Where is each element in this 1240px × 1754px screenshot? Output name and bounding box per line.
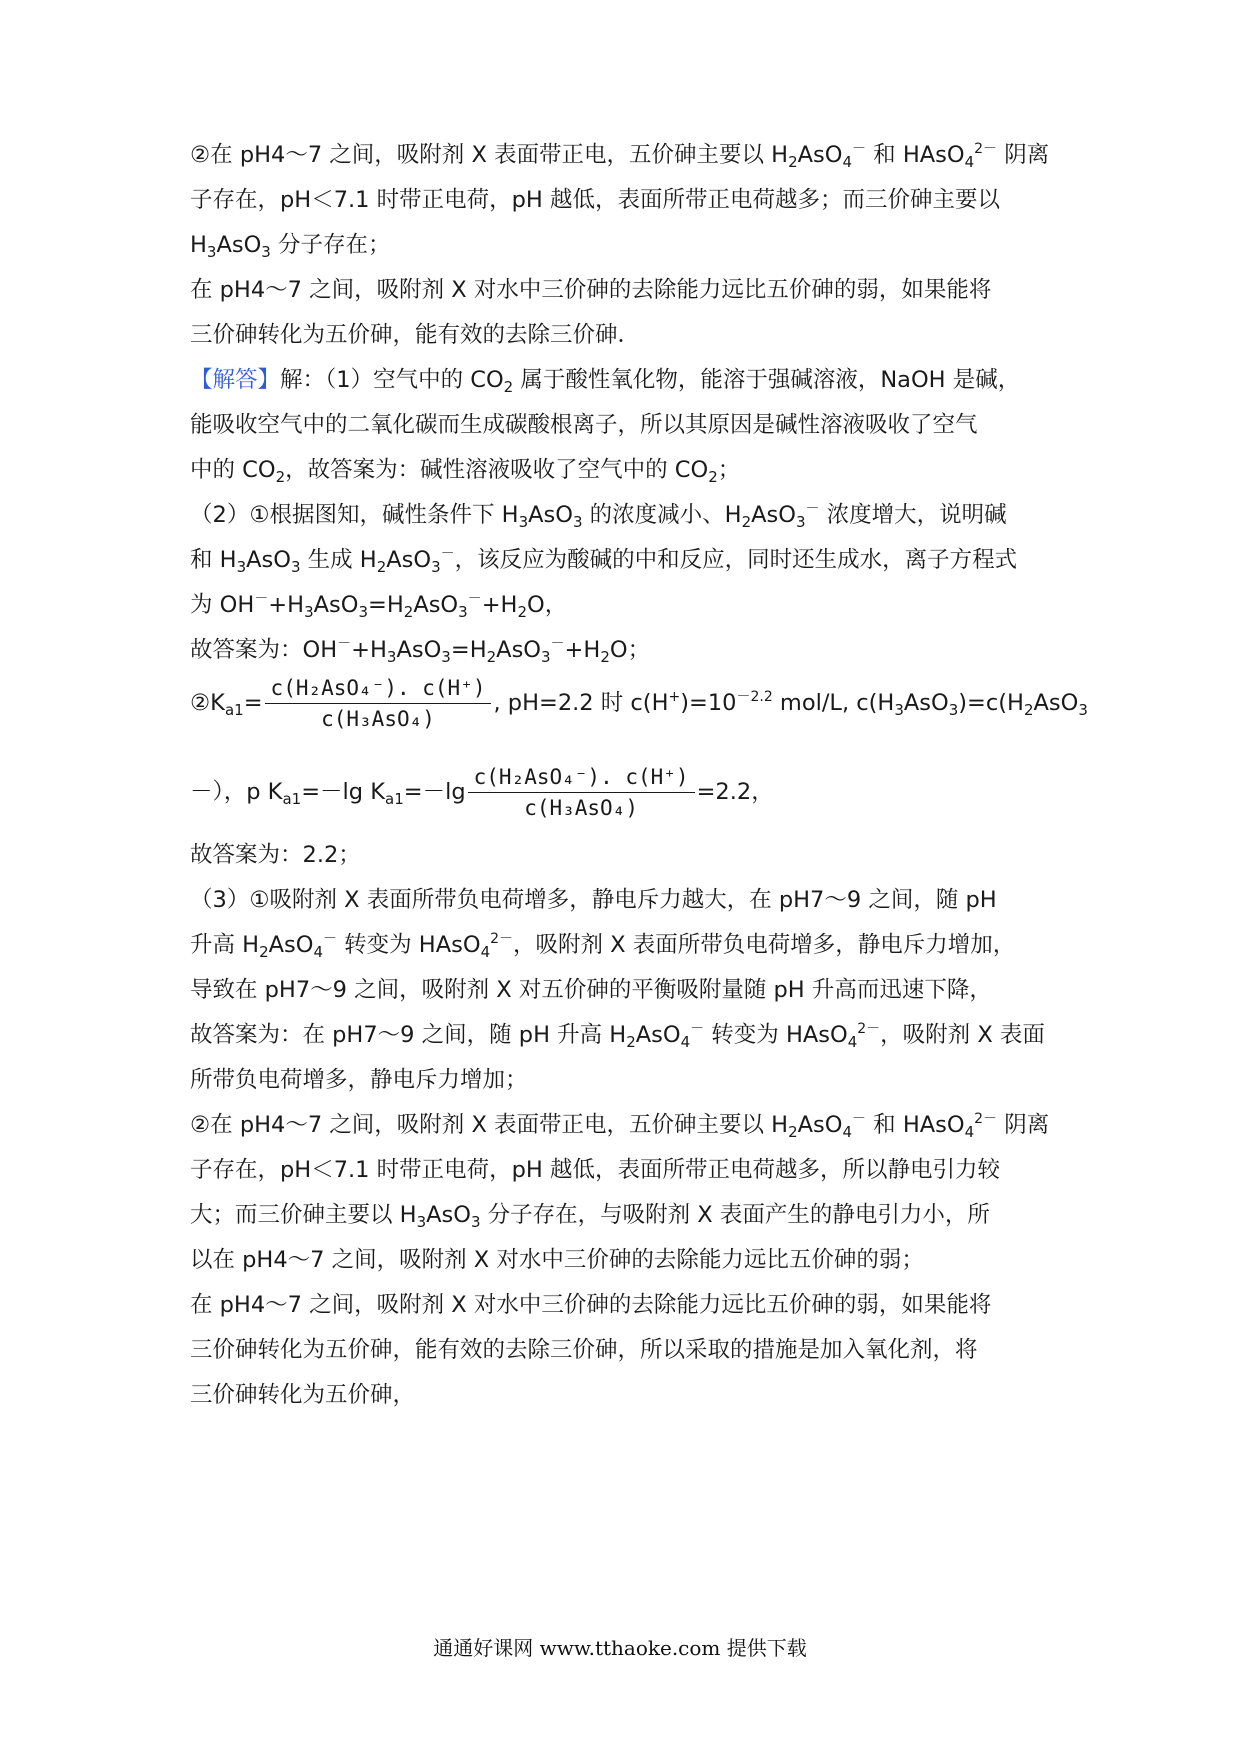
answer-line-15: 子存在，pH＜7.1 时带正电荷，pH 越低，表面所带正电荷越多，所以静电引力较 bbox=[190, 1157, 1000, 1183]
page-footer: 通通好课网 www.tthaoke.com 提供下载 bbox=[433, 1636, 807, 1660]
answer-line-3: 中的 $CO_2$，故答案为：碱性溶液吸收了空气中的 $CO_2$； bbox=[190, 457, 741, 486]
fraction-numerator: c(H₂AsO₄⁻). c(H⁺) bbox=[265, 673, 492, 704]
intro-line-3: $H_3AsO_3$ 分子存在； bbox=[190, 232, 391, 261]
answer-line-6: 为 $OH^-+H_3AsO_3=H_2AsO_3^-+H_2O$， bbox=[190, 591, 568, 621]
answer-line-18: 在 pH4～7 之间，吸附剂 X 对水中三价砷的去除能力远比五价砷的弱，如果能将 bbox=[190, 1292, 992, 1318]
intro-line-5: 三价砷转化为五价砷，能有效的去除三价砷． bbox=[190, 322, 641, 348]
answer-line-14: ②在 pH4～7 之间，吸附剂 X 表面带正电，五价砷主要以 $H_2AsO_4^-$ 和 HAsO$_4^{2-}$ 阴离 bbox=[190, 1111, 1050, 1141]
intro-line-2: 子存在，pH＜7.1 时带正电荷，pH 越低，表面所带正电荷越多；而三价砷主要以 bbox=[190, 187, 1000, 213]
answer-line-20: 三价砷转化为五价砷， bbox=[190, 1382, 416, 1408]
fraction-denominator: c(H₃AsO₄) bbox=[524, 796, 638, 820]
ka1-formula-line: $②K_{a1}=$ $\frac{\text{c(H₂AsO₄⁻). c(H⁺)}}{\text{c(H₃AsO₄)}}$ , pH=2.2 时 $c(H^+)=10^{-2.2}$ mol/L, $c(H_3AsO_3)=c(H_2AsO_3$ bbox=[190, 673, 1088, 734]
fraction-denominator: c(H₃AsO₄) bbox=[321, 707, 435, 731]
answer-line-12: 故答案为：在 pH7～9 之间，随 pH 升高 $H_2AsO_4^-$ 转变为 HAsO$_4^{2-}$，吸附剂 X 表面 bbox=[190, 1021, 1045, 1051]
answer-line-11: 导致在 pH7～9 之间，吸附剂 X 对五价砷的平衡吸附量随 pH 升高而迅速下降， bbox=[190, 977, 992, 1003]
answer-line-8: 故答案为：2.2； bbox=[190, 842, 361, 868]
answer-line-9: （3）①吸附剂 X 表面所带负电荷增多，静电斥力越大，在 pH7～9 之间，随 pH bbox=[190, 887, 997, 913]
answer-line-13: 所带负电荷增多，静电斥力增加； bbox=[190, 1067, 528, 1093]
pka1-fraction bbox=[468, 762, 695, 823]
fraction-numerator: c(H₂AsO₄⁻). c(H⁺) bbox=[468, 762, 695, 793]
intro-line-1: ②在 pH4～7 之间，吸附剂 X 表面带正电，五价砷主要以 $H_2AsO_4^-$ 和 HAsO$_4^{2-}$ 阴离 bbox=[190, 141, 1050, 171]
answer-line-19: 三价砷转化为五价砷，能有效的去除三价砷，所以采取的措施是加入氧化剂，将 bbox=[190, 1337, 978, 1363]
answer-line-17: 以在 pH4～7 之间，吸附剂 X 对水中三价砷的去除能力远比五价砷的弱； bbox=[190, 1247, 924, 1273]
pka1-formula-line: －），p $K_{a1}=-\lg$ $K_{a1}=-\lg$ $\frac{\text{c(H₂AsO₄⁻). c(H⁺)}}{\text{c(H₃AsO₄)}}$ =2.2， bbox=[190, 762, 774, 823]
answer-line-16: 大；而三价砷主要以 $H_3AsO_3$ 分子存在，与吸附剂 X 表面产生的静电引力小，所 bbox=[190, 1202, 990, 1231]
answer-tag: 【解答】 bbox=[190, 367, 281, 393]
answer-line-5: 和 $H_3AsO_3$ 生成 $H_2AsO_3^-$，该反应为酸碱的中和反应，同时还生成水，离子方程式 bbox=[190, 546, 1018, 576]
answer-line-4: （2）①根据图知，碱性条件下 $H_3AsO_3$ 的浓度减小、$H_2AsO_3^-$ 浓度增大，说明碱 bbox=[190, 501, 1007, 531]
answer-line-1: 【解答】解：（1）空气中的 $CO_2$ 属于酸性氧化物，能溶于强碱溶液，NaOH 是碱， bbox=[190, 367, 1021, 396]
answer-line-7: 故答案为：$OH^-+H_3AsO_3=H_2AsO_3^-+H_2O$； bbox=[190, 636, 651, 666]
ka1-fraction bbox=[265, 673, 492, 734]
intro-line-4: 在 pH4～7 之间，吸附剂 X 对水中三价砷的去除能力远比五价砷的弱，如果能将 bbox=[190, 277, 992, 303]
answer-line-10: 升高 $H_2AsO_4^-$ 转变为 HAsO$_4^{2-}$，吸附剂 X 表面所带负电荷增多，静电斥力增加， bbox=[190, 931, 1016, 961]
answer-line-2: 能吸收空气中的二氧化碳而生成碳酸根离子，所以其原因是碱性溶液吸收了空气 bbox=[190, 412, 978, 438]
